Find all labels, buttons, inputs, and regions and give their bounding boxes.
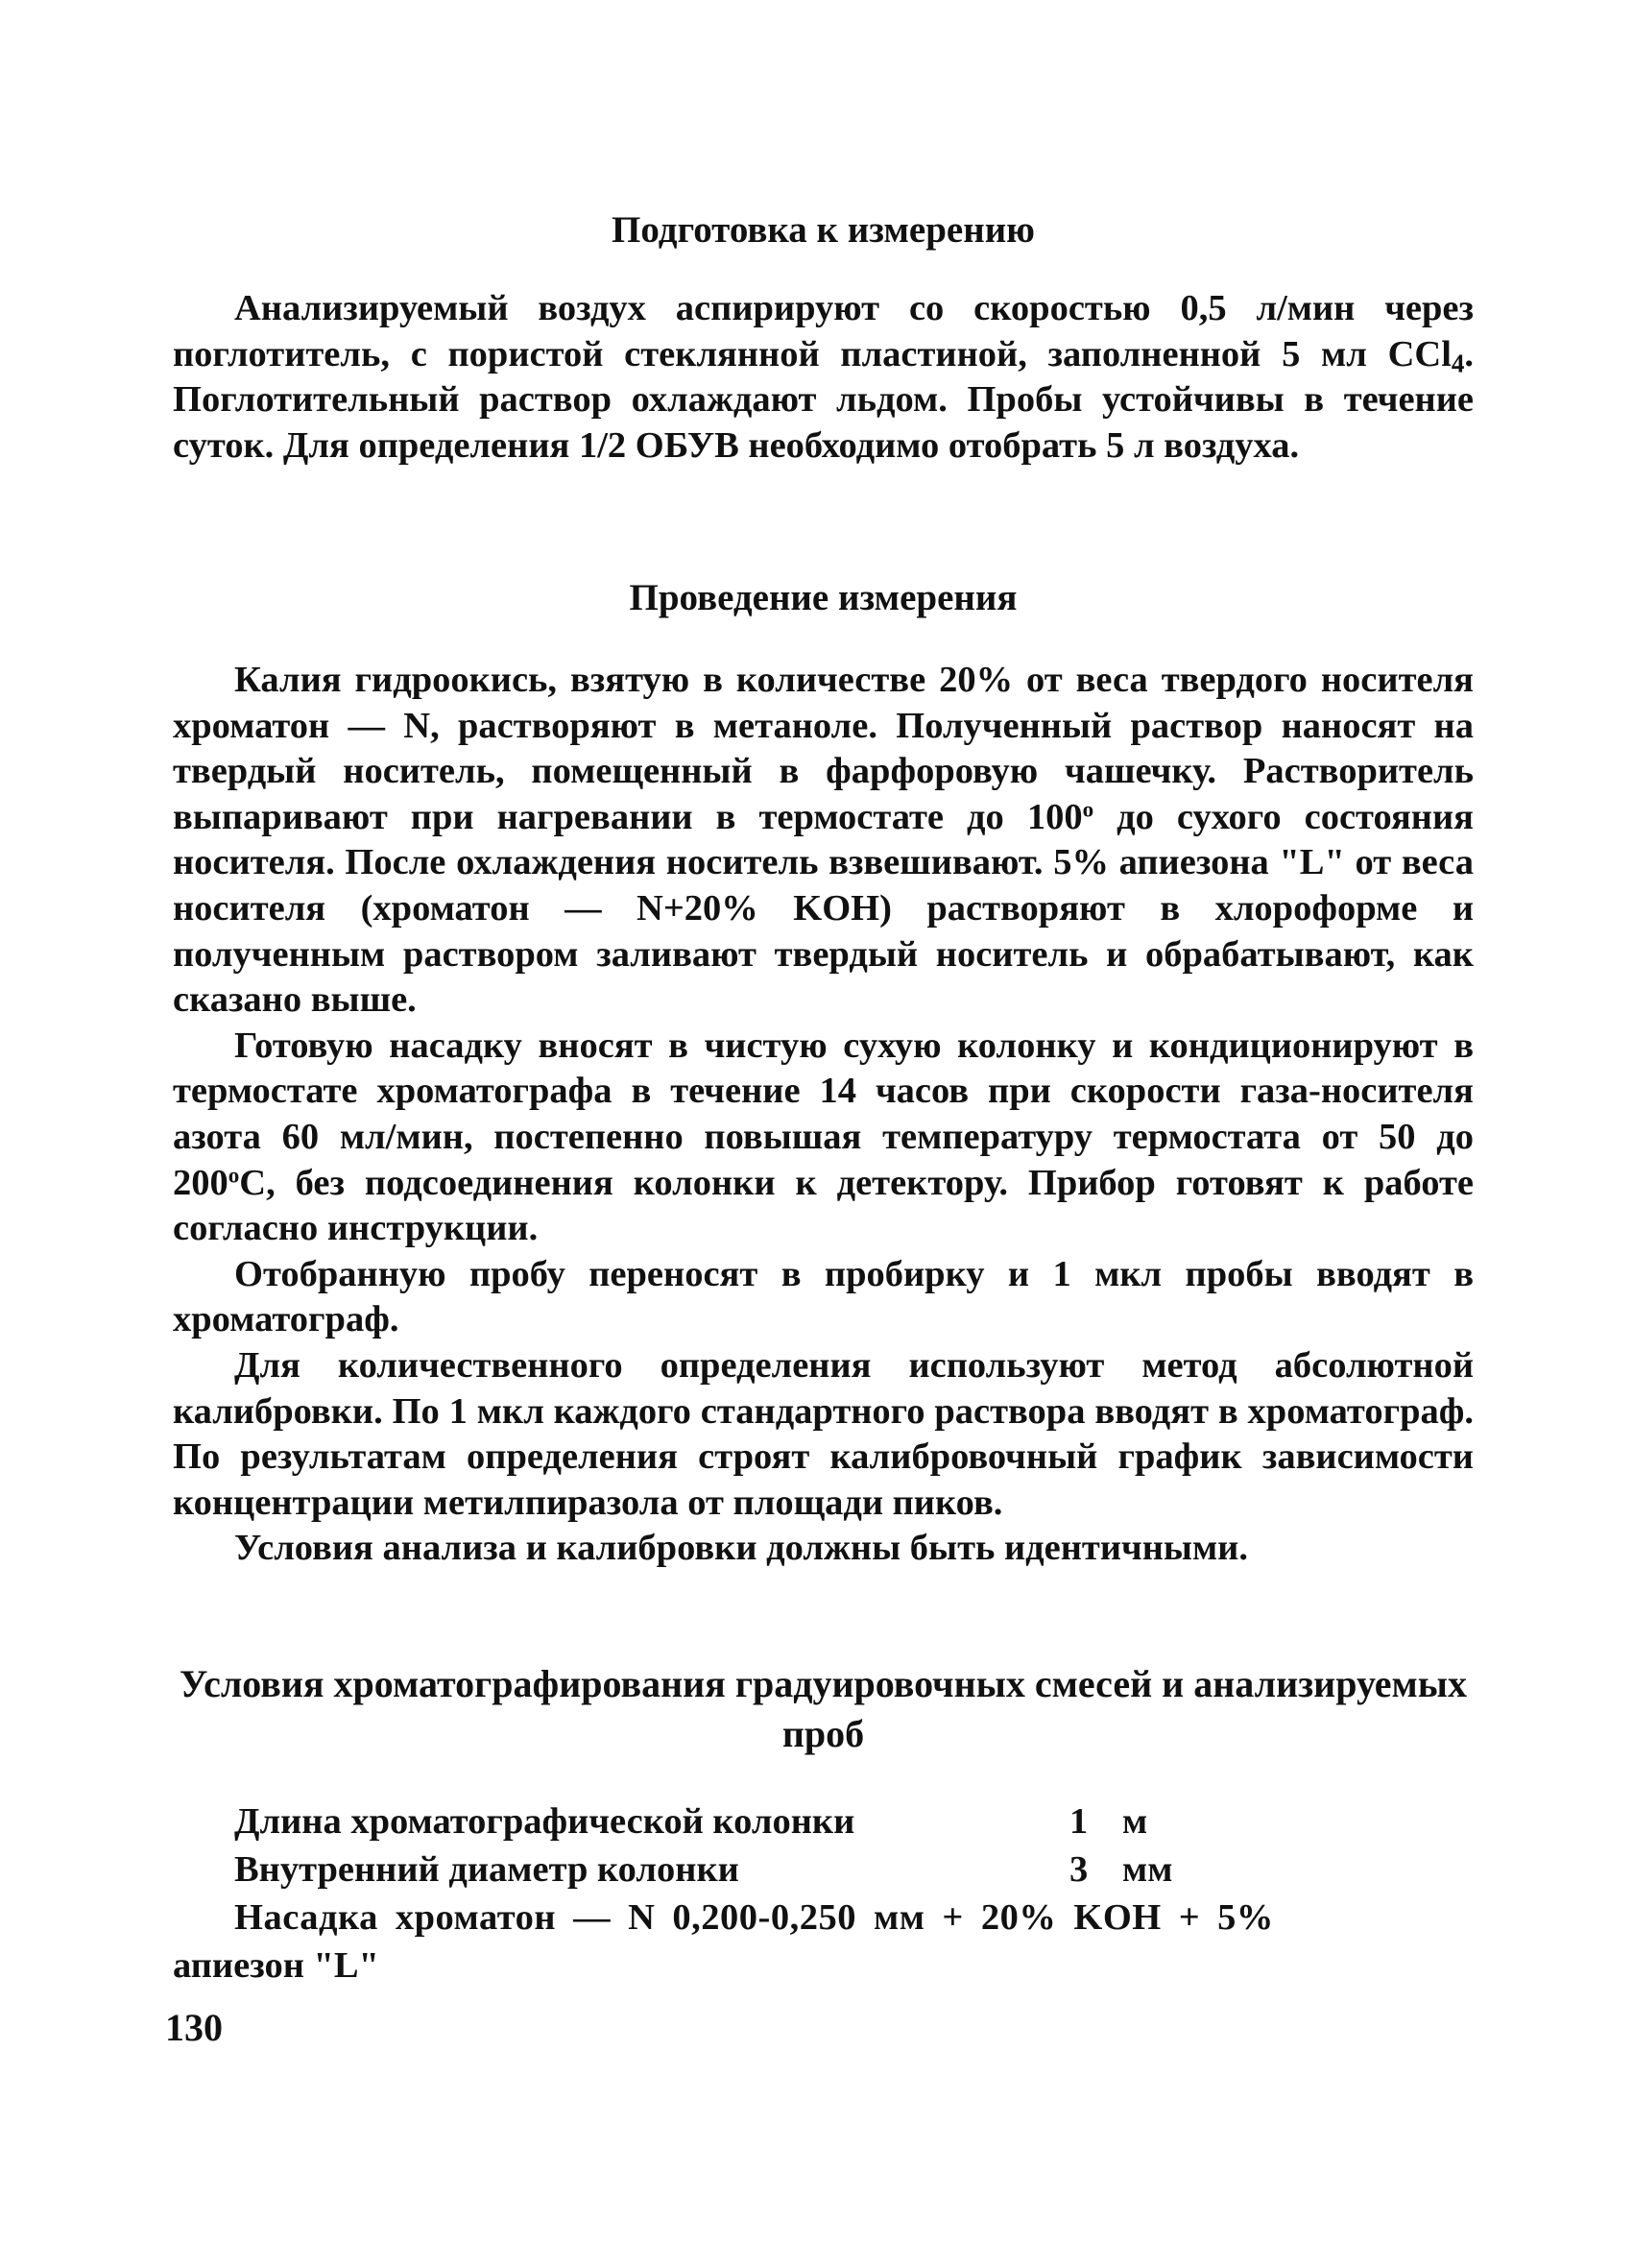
- subscript: 4: [1451, 349, 1465, 378]
- condition-value: 1: [1069, 1801, 1089, 1842]
- condition-unit: мм: [1122, 1849, 1173, 1890]
- paragraph: Условия анализа и калибровки должны быть идентичными.: [234, 1528, 1248, 1569]
- section-title-preparation: Подготовка к измерению: [612, 209, 1035, 251]
- condition-name: Длина хроматографической колонки: [234, 1801, 855, 1842]
- section-title-conditions: Условия хроматографирования градуировочных смесей и анализируемых проб: [180, 1662, 1467, 1755]
- packing-part: KOH: [1073, 1897, 1162, 1938]
- packing-part: Насадка: [234, 1897, 378, 1938]
- paragraph: Отобранную пробу переносят в пробирку и 1 мкл пробы вводят в хроматограф.: [173, 1253, 1474, 1340]
- condition-row: [234, 1798, 1474, 1846]
- preparation-text: [173, 286, 1474, 469]
- packing-part: 20%: [980, 1897, 1057, 1938]
- superscript: о: [228, 1161, 240, 1187]
- measurement-text: [173, 658, 1474, 1572]
- paragraph-text: Анализируемый воздух аспирируют со скоростью 0,5 л/мин через поглотитель, с пористой стеклянной пластиной, заполненной 5 мл CCl: [173, 288, 1474, 374]
- packing-part: мм: [873, 1897, 925, 1938]
- paragraph: Для количественного определения используют метод абсолютной калибровки. По 1 мкл каждого стандартного раствора вводят в хроматограф. По результатам определения строят калибровочный график зависимости концентрации метилпиразола от площади пиков.: [173, 1344, 1474, 1523]
- section-title-measurement: Проведение измерения: [629, 577, 1018, 618]
- paragraph-text: С, без подсоединения колонки к детектору. Прибор готовят к работе согласно инструкции.: [173, 1162, 1474, 1249]
- condition-row: [234, 1846, 1474, 1894]
- paragraph-text: Калия гидроокись, взятую в количестве 20% от веса твердого носителя хроматон — N, растворяют в метаноле. Полученный раствор наносят на твердый носитель, помещенный в фарфоровую чашечку. Растворитель выпаривают при нагревании в термостате до 100: [173, 660, 1474, 837]
- paragraph-text: . Поглотительный раствор охлаждают льдом. Пробы устойчивы в течение суток. Для определения 1/2 ОБУВ необходимо отобрать 5 л воздуха.: [173, 333, 1474, 466]
- packing-row: [234, 1894, 1474, 1942]
- superscript: о: [1082, 796, 1094, 822]
- paragraph-text: Готовую насадку вносят в чистую сухую колонку и кондиционируют в термостате хроматографа в течение 14 часов при скорости газа-носителя азота 60 мл/мин, постепенно повышая температуру термостата от 50 до 200: [173, 1025, 1474, 1203]
- packing-part: 0,200-0,250: [672, 1897, 856, 1938]
- condition-unit: м: [1122, 1801, 1148, 1842]
- page-number: 130: [165, 2006, 223, 2049]
- packing-part: +: [1178, 1897, 1201, 1938]
- packing-continuation: апиезон "L": [173, 1945, 379, 1986]
- paragraph-text: до сухого состояния носителя. После охлаждения носитель взвешивают. 5% апиезона "L" от веса носителя (хроматон — N+20% KOH) растворяют в хлороформе и полученным раствором заливают твердый носитель и обрабатывают, как сказано выше.: [173, 796, 1474, 1021]
- conditions-list: [173, 1798, 1474, 1990]
- paragraph: [173, 1024, 1474, 1252]
- packing-part: N: [628, 1897, 656, 1938]
- paragraph: [173, 658, 1474, 1024]
- packing-part: —: [573, 1897, 612, 1938]
- paragraph: [173, 286, 1474, 469]
- packing-part: 5%: [1217, 1897, 1274, 1938]
- condition-name: Внутренний диаметр колонки: [234, 1849, 739, 1890]
- packing-part: хроматон: [395, 1897, 557, 1938]
- packing-part: +: [942, 1897, 964, 1938]
- condition-value: 3: [1069, 1849, 1089, 1890]
